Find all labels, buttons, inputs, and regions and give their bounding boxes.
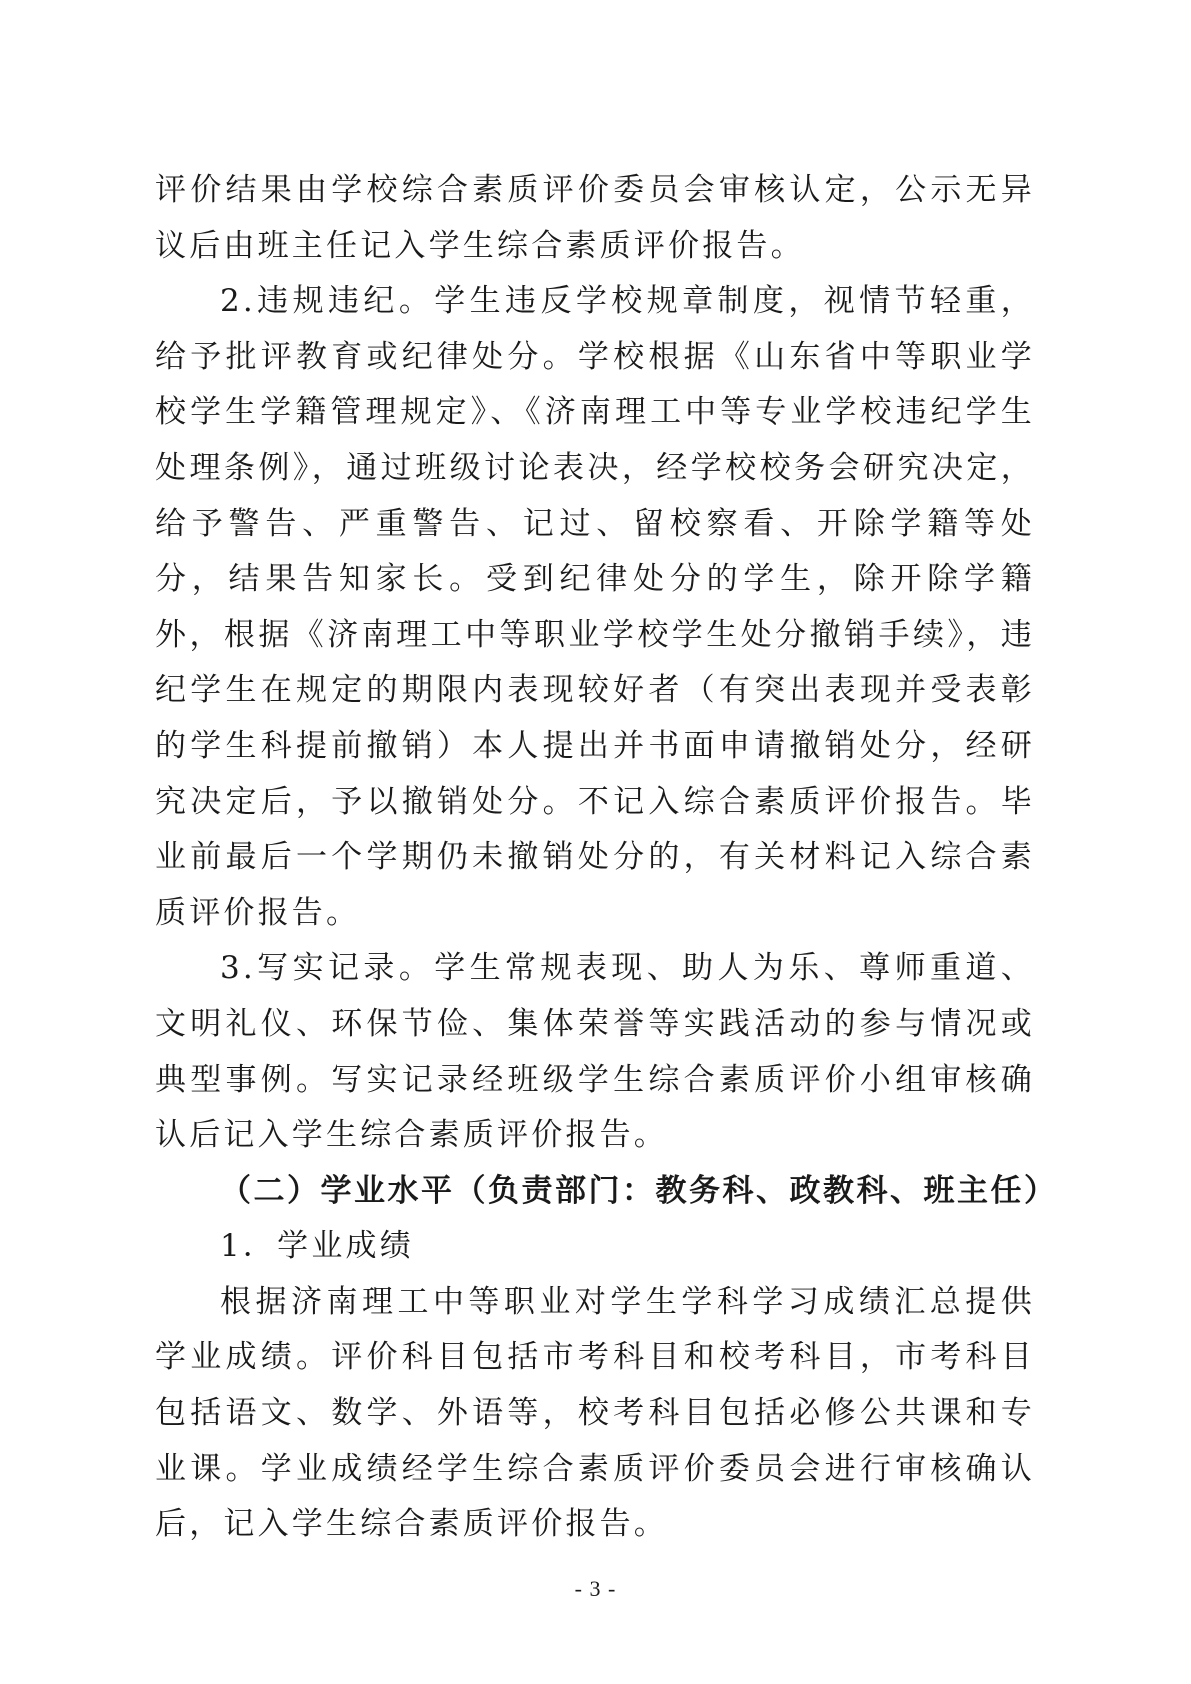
paragraph-violations: 2.违规违纪。学生违反学校规章制度，视情节轻重，给予批评教育或纪律处分。学校根据《山东省中等职业学校学生学籍管理规定》、《济南理工中等专业学校违纪学生处理条例》，通过班级讨论表决，经学校校务会研究决定，给予警告、严重警告、记过、留校察看、开除学籍等处分，结果告知家长。受到纪律处分的学生，除开除学籍外，根据《济南理工中等职业学校学生处分撤销手续》，违纪学生在规定的期限内表现较好者（有突出表现并受表彰的学生科提前撤销）本人提出并书面申请撤销处分，经研究决定后，予以撤销处分。不记入综合素质评价报告。毕业前最后一个学期仍未撤销处分的，有关材料记入综合素质评价报告。: [155, 283, 1035, 931]
paragraph-academic-scores: 根据济南理工中等职业对学生学科学习成绩汇总提供学业成绩。评价科目包括市考科目和校考科目，市考科目包括语文、数学、外语等，校考科目包括必修公共课和专业课。学业成绩经学生综合素质评价委员会进行审核确认后，记入学生综合素质评价报告。: [155, 1283, 1035, 1543]
paragraph-factual-record: 3.写实记录。学生常规表现、助人为乐、尊师重道、文明礼仪、环保节俭、集体荣誉等实践活动的参与情况或典型事例。写实记录经班级学生综合素质评价小组审核确认后记入学生综合素质评价报告。: [155, 950, 1035, 1154]
paragraph-evaluation-result: 评价结果由学校综合素质评价委员会审核认定，公示无异议后由班主任记入学生综合素质评价报告。: [155, 172, 1035, 264]
page-number: - 3 -: [574, 1576, 617, 1601]
document-body: [155, 163, 1058, 1553]
subsection-heading-academic-scores: 1．学业成绩: [220, 1228, 414, 1265]
section-heading-academic-level: （二）学业水平（负责部门：教务科、政教科、班主任）: [220, 1172, 1058, 1209]
